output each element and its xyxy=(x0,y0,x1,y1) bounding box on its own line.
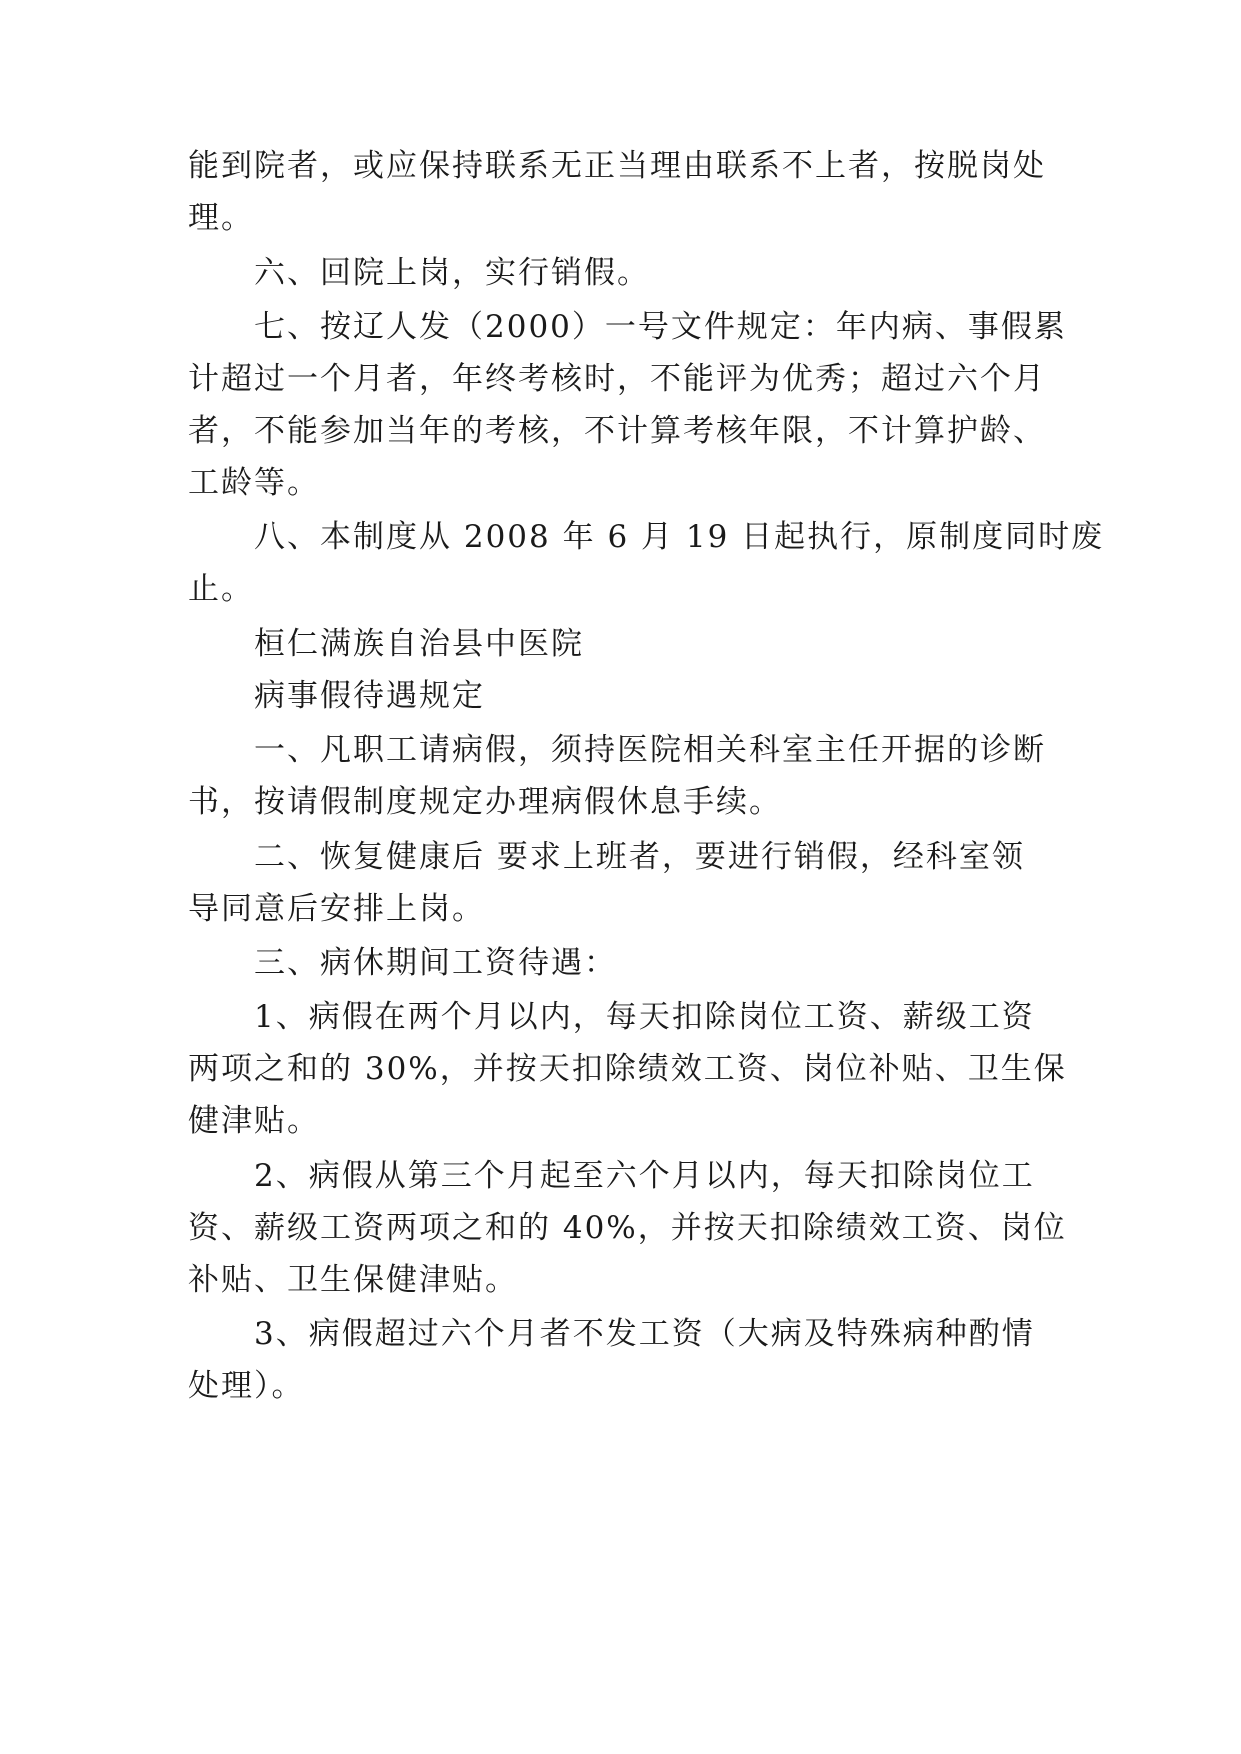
text-line: 能到院者，或应保持联系无正当理由联系不上者，按脱岗处 xyxy=(188,148,1046,184)
text-line: 工龄等。 xyxy=(188,465,320,501)
text-line: 3、病假超过六个月者不发工资（大病及特殊病种酌情 xyxy=(254,1316,1035,1352)
text-line: 者，不能参加当年的考核，不计算考核年限，不计算护龄、 xyxy=(188,413,1046,449)
text-line: 资、薪级工资两项之和的 40%，并按天扣除绩效工资、岗位 xyxy=(188,1210,1067,1246)
text-line: 两项之和的 30%，并按天扣除绩效工资、岗位补贴、卫生保 xyxy=(188,1051,1067,1087)
text-line: 八、本制度从 2008 年 6 月 19 日起执行，原制度同时废 xyxy=(254,519,1105,555)
text-line: 补贴、卫生保健津贴。 xyxy=(188,1262,518,1298)
text-line: 六、回院上岗，实行销假。 xyxy=(254,255,650,291)
text-line: 处理）。 xyxy=(188,1368,305,1404)
text-line: 止。 xyxy=(188,571,254,607)
text-line: 导同意后安排上岗。 xyxy=(188,891,485,927)
text-line: 一、凡职工请病假，须持医院相关科室主任开据的诊断 xyxy=(254,732,1046,768)
text-line: 病事假待遇规定 xyxy=(254,678,485,714)
text-line: 理。 xyxy=(188,200,254,236)
text-line: 2、病假从第三个月起至六个月以内，每天扣除岗位工 xyxy=(254,1158,1035,1194)
text-line: 书，按请假制度规定办理病假休息手续。 xyxy=(188,784,782,820)
text-line: 健津贴。 xyxy=(188,1103,320,1139)
text-line: 七、按辽人发（2000）一号文件规定：年内病、事假累 xyxy=(254,309,1067,345)
text-line: 三、病休期间工资待遇： xyxy=(254,945,617,981)
text-line: 二、恢复健康后 要求上班者，要进行销假，经科室领 xyxy=(254,839,1025,875)
text-line: 桓仁满族自治县中医院 xyxy=(254,626,584,662)
text-line: 1、病假在两个月以内，每天扣除岗位工资、薪级工资 xyxy=(254,999,1035,1035)
text-line: 计超过一个月者，年终考核时，不能评为优秀；超过六个月 xyxy=(188,361,1046,397)
